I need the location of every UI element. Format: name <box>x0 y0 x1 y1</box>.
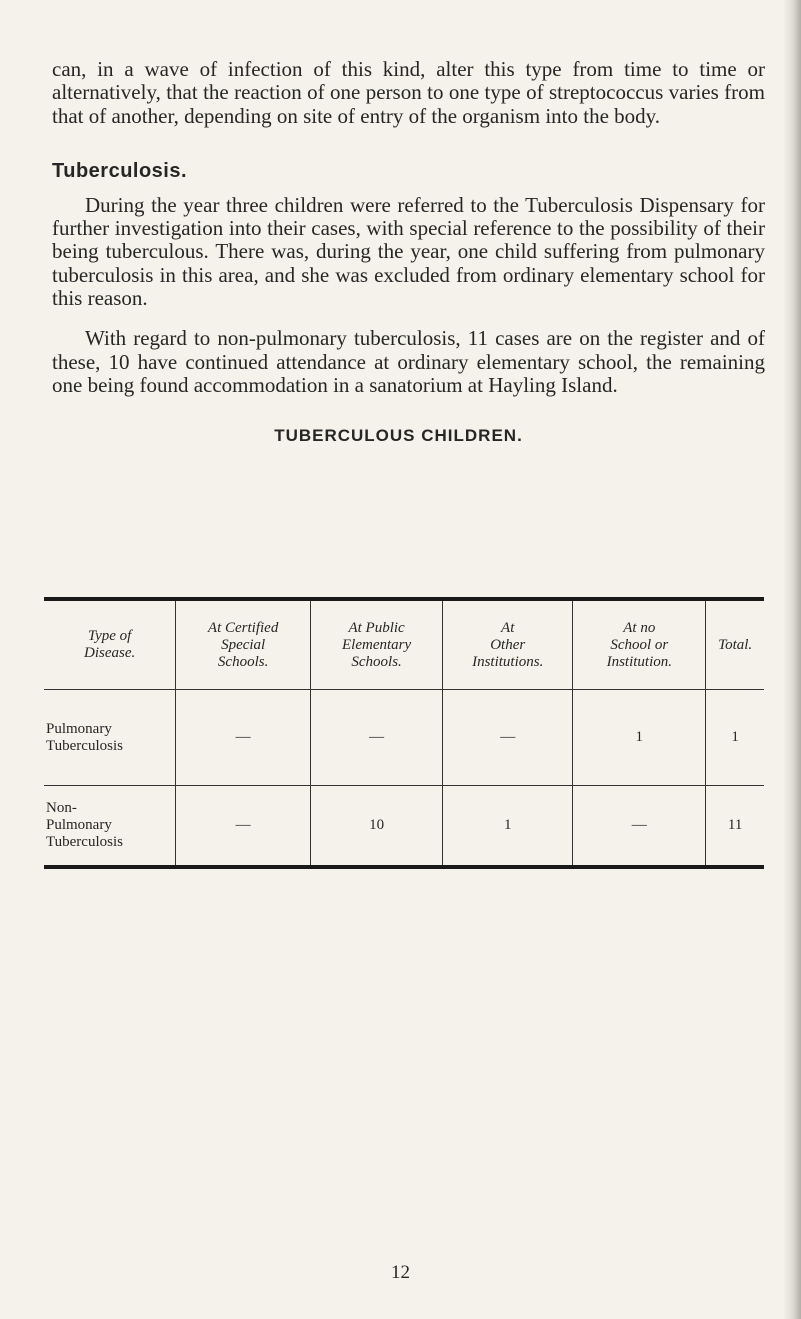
page-number: 12 <box>391 1262 410 1283</box>
header-total: Total. <box>706 599 764 690</box>
page-edge-shadow <box>783 0 801 1319</box>
header-public-elementary-schools: At Public Elementary Schools. <box>311 599 443 690</box>
tuberculous-children-table <box>44 597 764 869</box>
cell-total: 11 <box>706 786 764 868</box>
table-title: TUBERCULOUS CHILDREN. <box>274 426 523 446</box>
paragraph-referrals: During the year three children were referred to the Tuberculosis Dispensary for further investigation into their cases, with special reference to the possibility of their being tuberculous. There was, during the year, one child suffering from pulmonary tuberculosis in this area, and she was excluded from ordinary elementary school for this reason. <box>52 192 765 311</box>
cell-no-school: 1 <box>573 690 706 786</box>
document-page <box>52 58 765 446</box>
paragraph-non-pulmonary: With regard to non-pulmonary tuberculosis, 11 cases are on the register and of these, 10 have continued attendance at ordinary elementary school, the remaining one being found accommodation in a sanatorium at Hayling Island. <box>52 326 765 397</box>
cell-type: Pulmonary Tuberculosis <box>44 690 176 786</box>
header-other-institutions: At Other Institutions. <box>443 599 573 690</box>
cell-public-elementary: — <box>311 690 443 786</box>
cell-certified-special: — <box>176 786 311 868</box>
cell-public-elementary: 10 <box>311 786 443 868</box>
cell-total: 1 <box>706 690 764 786</box>
table-row-pulmonary <box>44 690 764 786</box>
opening-paragraph: can, in a wave of infection of this kind, alter this type from time to time or alternatively, that the reaction of one person to one type of streptococcus varies from that of another, depending on site of entry of the organism into the body. <box>52 57 765 128</box>
cell-type: Non- Pulmonary Tuberculosis <box>46 800 123 850</box>
header-certified-special-schools: At Certified Special Schools. <box>176 599 311 690</box>
table-row-non-pulmonary <box>44 786 764 868</box>
table-header-row <box>44 599 764 690</box>
header-type-of-disease: Type of Disease. <box>44 599 176 690</box>
section-heading: Tuberculosis. <box>52 159 188 182</box>
header-no-school-or-institution: At no School or Institution. <box>573 599 706 690</box>
cell-other-institutions: 1 <box>443 786 573 868</box>
cell-certified-special: — <box>176 690 311 786</box>
cell-other-institutions: — <box>443 690 573 786</box>
cell-no-school: — <box>573 786 706 868</box>
